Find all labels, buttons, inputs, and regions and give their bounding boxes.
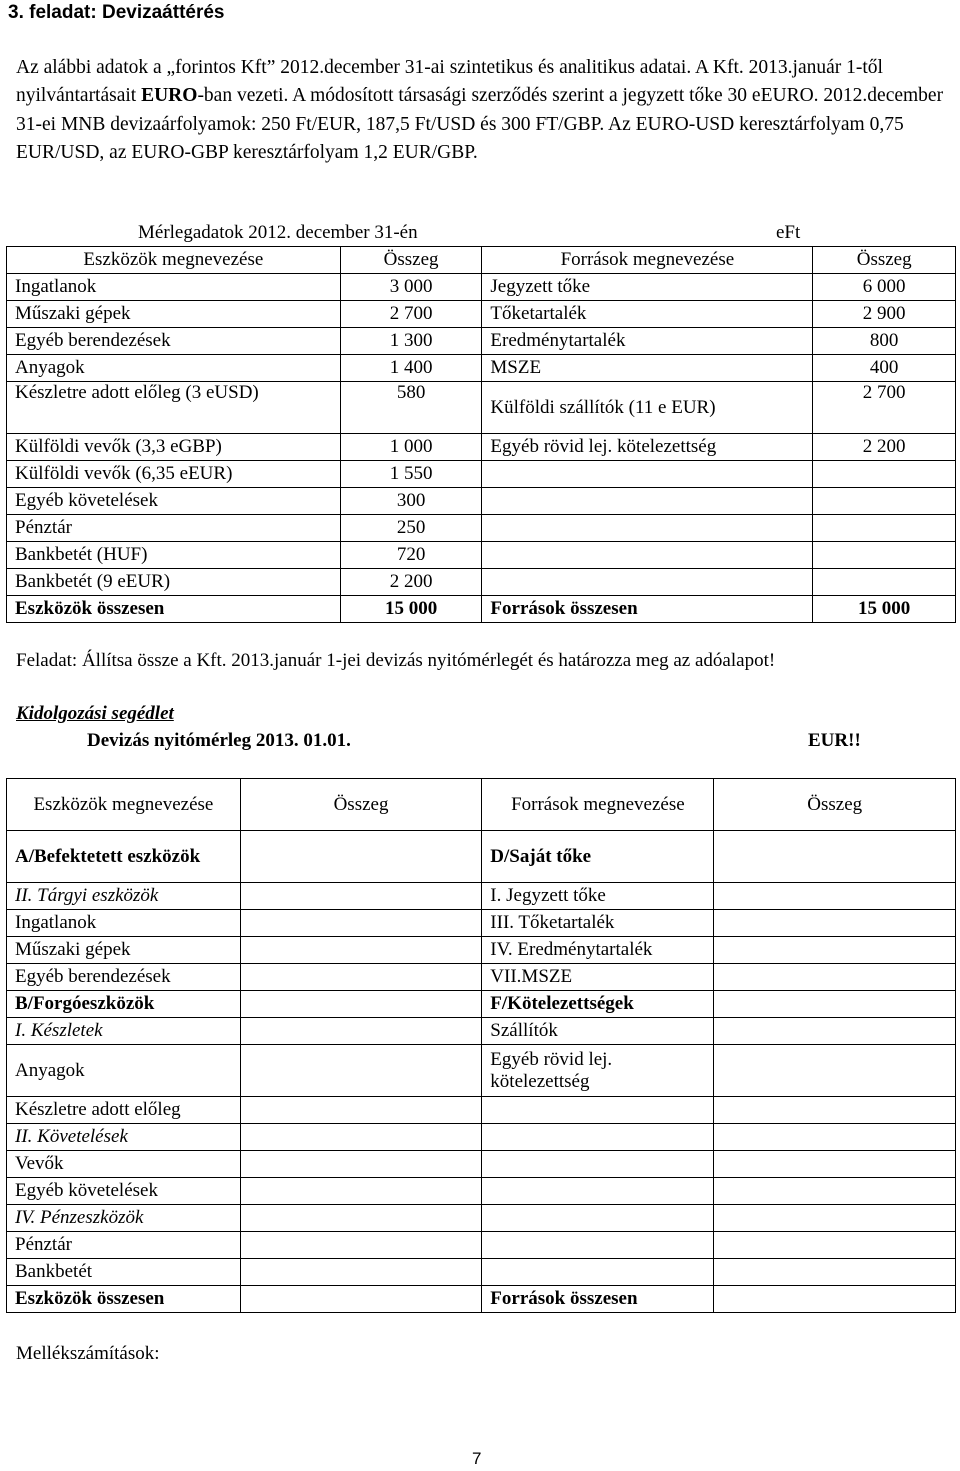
table-cell (714, 1151, 956, 1178)
table-cell: 1 400 (340, 355, 482, 382)
table-cell: Anyagok (7, 355, 341, 382)
table-cell (240, 1286, 482, 1313)
table-cell: I. Jegyzett tőke (482, 883, 714, 910)
table-row (7, 1205, 956, 1232)
table-cell: Külföldi vevők (6,35 eEUR) (7, 461, 341, 488)
table-cell (813, 461, 956, 488)
table-cell (714, 1178, 956, 1205)
table-row (7, 569, 956, 596)
col-header-assets: Eszközök megnevezése (7, 779, 241, 831)
table-cell: 2 700 (813, 382, 956, 434)
balance-caption: Mérlegadatok 2012. december 31-én (138, 222, 418, 243)
table-cell: Bankbetét (HUF) (7, 542, 341, 569)
table-total-row (7, 596, 956, 623)
table-cell: 1 300 (340, 328, 482, 355)
table-row (7, 382, 956, 434)
table-row (7, 274, 956, 301)
total-liabilities: 15 000 (813, 596, 956, 623)
table-cell (714, 1205, 956, 1232)
table-cell (482, 1259, 714, 1286)
table-cell (240, 1097, 482, 1124)
col-header-amount: Összeg (714, 779, 956, 831)
table-cell: Készletre adott előleg (7, 1097, 241, 1124)
table-cell (482, 461, 813, 488)
table-cell (482, 1178, 714, 1205)
table-cell (714, 883, 956, 910)
table-cell (813, 515, 956, 542)
table-cell (482, 1097, 714, 1124)
table-cell: Egyéb követelések (7, 1178, 241, 1205)
table-cell: I. Készletek (7, 1018, 241, 1045)
table-cell: 1 000 (340, 434, 482, 461)
table-row (7, 488, 956, 515)
table-cell: IV. Pénzeszközök (7, 1205, 241, 1232)
opening-balance-title: Devizás nyitómérleg 2013. 01.01. (87, 730, 351, 751)
opening-balance-sheet-2013 (6, 778, 956, 1313)
table-cell (482, 1205, 714, 1232)
table-cell (482, 515, 813, 542)
aid-title: Kidolgozási segédlet (16, 703, 174, 724)
table-cell: III. Tőketartalék (482, 910, 714, 937)
table-cell: Egyéb követelések (7, 488, 341, 515)
table-cell: 250 (340, 515, 482, 542)
table-row (7, 831, 956, 883)
table-row (7, 301, 956, 328)
table-cell: Bankbetét (7, 1259, 241, 1286)
table-row (7, 515, 956, 542)
table-cell: 580 (340, 382, 482, 434)
table-cell: Ingatlanok (7, 274, 341, 301)
table-cell (482, 1232, 714, 1259)
table-row (7, 937, 956, 964)
table-cell: MSZE (482, 355, 813, 382)
table-cell (240, 831, 482, 883)
table-row (7, 1018, 956, 1045)
col-header-liabilities: Források megnevezése (482, 779, 714, 831)
table-cell (240, 883, 482, 910)
table-cell: 800 (813, 328, 956, 355)
table-cell: II. Követelések (7, 1124, 241, 1151)
table-row (7, 964, 956, 991)
intro-paragraph: Az alábbi adatok a „forintos Kft” 2012.december 31-ai szintetikus és analitikus adatai. A Kft. 2013.január 1-től nyilvántartásait EURO-ban vezeti. A módosított társasági szerződés szerint a jegyzett tőke 30 eEURO. 2012.december 31-ei MNB devizaárfolyamok: 250 Ft/EUR, 187,5 Ft/USD és 300 FT/GBP. Az EURO-USD keresztárfolyam 0,75 EUR/USD, az EURO-GBP keresztárfolyam 1,2 EUR/GBP. (16, 57, 944, 163)
table-cell: Pénztár (7, 515, 341, 542)
table-cell: Külföldi szállítók (11 e EUR) (482, 382, 813, 434)
table-cell (714, 910, 956, 937)
table-cell (714, 1259, 956, 1286)
side-calculations-label: Mellékszámítások: (16, 1343, 160, 1364)
table-cell (240, 1124, 482, 1151)
table-cell (482, 1124, 714, 1151)
table-row (7, 883, 956, 910)
balance-sheet-2012 (6, 246, 956, 623)
col-header-assets: Eszközök megnevezése (7, 247, 341, 274)
table-cell: 300 (340, 488, 482, 515)
table-cell: Egyéb berendezések (7, 328, 341, 355)
total-label-assets: Eszközök összesen (7, 596, 341, 623)
table-cell (240, 937, 482, 964)
table-row (7, 355, 956, 382)
table-cell (714, 1045, 956, 1097)
table-cell: Eredménytartalék (482, 328, 813, 355)
table-cell (240, 1259, 482, 1286)
table-cell: Anyagok (7, 1045, 241, 1097)
col-header-amount: Összeg (340, 247, 482, 274)
table-cell: Műszaki gépek (7, 937, 241, 964)
table-cell: 400 (813, 355, 956, 382)
table-cell (813, 488, 956, 515)
table-cell (813, 542, 956, 569)
table-cell (482, 1151, 714, 1178)
table-cell: 1 550 (340, 461, 482, 488)
table-cell (714, 991, 956, 1018)
table-row (7, 991, 956, 1018)
opening-balance-unit: EUR!! (808, 730, 861, 751)
table-header-row (7, 779, 956, 831)
table-row (7, 461, 956, 488)
table-cell (813, 569, 956, 596)
page-number: 7 (472, 1449, 482, 1468)
total-label-liabilities: Források összesen (482, 1286, 714, 1313)
table-row (7, 434, 956, 461)
table-cell (714, 1124, 956, 1151)
table-cell (482, 542, 813, 569)
table-cell: 6 000 (813, 274, 956, 301)
table-cell (240, 1151, 482, 1178)
table-row (7, 328, 956, 355)
table-row (7, 910, 956, 937)
table-cell: 2 900 (813, 301, 956, 328)
table-cell (240, 1205, 482, 1232)
table-cell (240, 964, 482, 991)
table-cell (240, 1045, 482, 1097)
table-cell: Műszaki gépek (7, 301, 341, 328)
table-row (7, 1232, 956, 1259)
table-cell: F/Kötelezettségek (482, 991, 714, 1018)
total-label-assets: Eszközök összesen (7, 1286, 241, 1313)
table-row (7, 1045, 956, 1097)
table-row (7, 542, 956, 569)
table-cell (240, 910, 482, 937)
section-heading: 3. feladat: Devizaáttérés (8, 2, 225, 23)
table-cell: Egyéb berendezések (7, 964, 241, 991)
table-cell (240, 1018, 482, 1045)
table-row (7, 1097, 956, 1124)
table-cell: 720 (340, 542, 482, 569)
table-cell (240, 1178, 482, 1205)
table-total-row (7, 1286, 956, 1313)
total-label-liabilities: Források összesen (482, 596, 813, 623)
col-header-amount: Összeg (240, 779, 482, 831)
table-cell: Szállítók (482, 1018, 714, 1045)
table-cell (240, 1232, 482, 1259)
table-header-row (7, 247, 956, 274)
task-text: Feladat: Állítsa össze a Kft. 2013.január 1-jei devizás nyitómérlegét és határozza meg az adóalapot! (16, 650, 776, 671)
balance-unit: eFt (776, 222, 801, 243)
table-cell: II. Tárgyi eszközök (7, 883, 241, 910)
table-cell (240, 991, 482, 1018)
table-cell: 3 000 (340, 274, 482, 301)
table-cell: Vevők (7, 1151, 241, 1178)
table-cell (714, 1097, 956, 1124)
table-cell: 2 200 (340, 569, 482, 596)
table-cell (482, 569, 813, 596)
table-cell: Bankbetét (9 eEUR) (7, 569, 341, 596)
table-row (7, 1259, 956, 1286)
table-cell: VII.MSZE (482, 964, 714, 991)
table-row (7, 1178, 956, 1205)
col-header-amount: Összeg (813, 247, 956, 274)
table-cell: IV. Eredménytartalék (482, 937, 714, 964)
table-cell (482, 488, 813, 515)
table-cell: D/Saját tőke (482, 831, 714, 883)
table-cell (714, 1232, 956, 1259)
table-cell: Készletre adott előleg (3 eUSD) (7, 382, 341, 434)
table-cell: 2 200 (813, 434, 956, 461)
table-cell (714, 937, 956, 964)
table-cell: Pénztár (7, 1232, 241, 1259)
table-cell (714, 1286, 956, 1313)
table-cell: Egyéb rövid lej. kötelezettség (482, 434, 813, 461)
table-cell (714, 1018, 956, 1045)
table-row (7, 1124, 956, 1151)
table-cell: Ingatlanok (7, 910, 241, 937)
table-cell: Jegyzett tőke (482, 274, 813, 301)
col-header-liabilities: Források megnevezése (482, 247, 813, 274)
table-row (7, 1151, 956, 1178)
table-cell: Külföldi vevők (3,3 eGBP) (7, 434, 341, 461)
table-cell: B/Forgóeszközök (7, 991, 241, 1018)
table-cell: 2 700 (340, 301, 482, 328)
table-cell (714, 964, 956, 991)
table-cell: Tőketartalék (482, 301, 813, 328)
table-cell: A/Befektetett eszközök (7, 831, 241, 883)
total-assets: 15 000 (340, 596, 482, 623)
table-cell: Egyéb rövid lej. kötelezettség (482, 1045, 714, 1097)
table-cell (714, 831, 956, 883)
